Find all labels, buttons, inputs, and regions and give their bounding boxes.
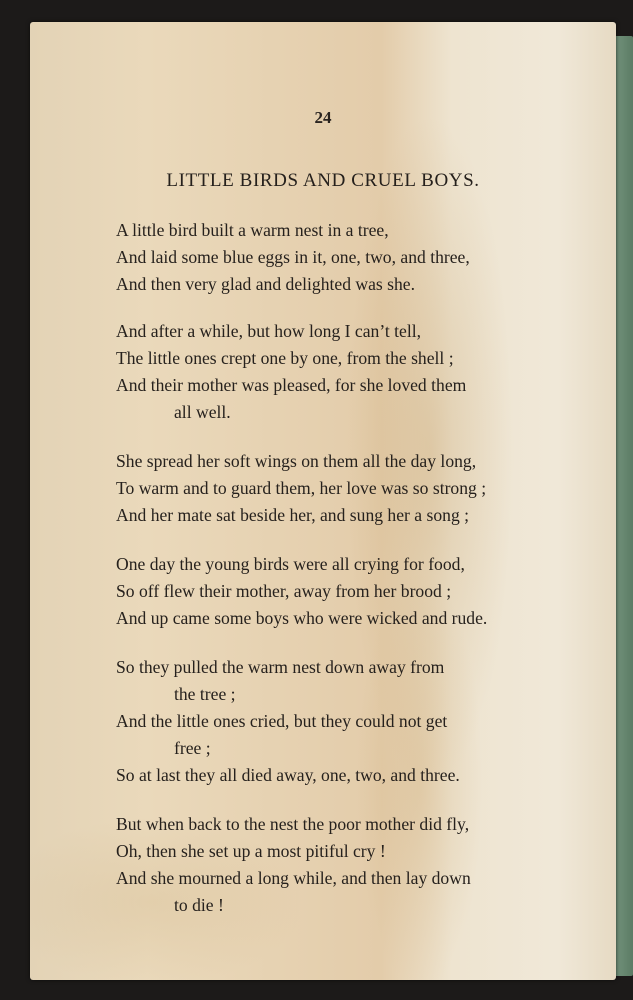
poem-line: And after a while, but how long I can’t tell, [116,321,422,341]
book-page [30,22,616,980]
poem-line: The little ones crept one by one, from the shell ; [116,348,454,368]
poem-line: all well. [174,402,231,422]
poem-line: But when back to the nest the poor mother did fly, [116,814,470,834]
poem-line: Oh, then she set up a most pitiful cry ! [116,841,386,861]
poem-line: And her mate sat beside her, and sung her a song ; [116,505,470,525]
poem-line: And their mother was pleased, for she loved them [116,375,467,395]
poem-line: To warm and to guard them, her love was so strong ; [116,478,487,498]
poem-line: One day the young birds were all crying for food, [116,554,465,574]
poem-line: to die ! [174,895,224,915]
poem-line: And then very glad and delighted was she. [116,274,416,294]
poem-line: free ; [174,738,211,758]
poem-line: And the little ones cried, but they could not get [116,711,448,731]
page-number: 24 [314,108,332,127]
poem-line: the tree ; [174,684,236,704]
poem-line: So off flew their mother, away from her brood ; [116,581,452,601]
poem-line: A little bird built a warm nest in a tree, [116,220,389,240]
poem-line: And she mourned a long while, and then lay down [116,868,471,888]
poem-line: So they pulled the warm nest down away from [116,657,445,677]
poem-line: And laid some blue eggs in it, one, two, and three, [116,247,470,267]
poem-line: And up came some boys who were wicked and rude. [116,608,488,628]
poem-title: LITTLE BIRDS AND CRUEL BOYS. [166,170,480,191]
poem-line: She spread her soft wings on them all the day long, [116,451,477,471]
poem-line: So at last they all died away, one, two, and three. [116,765,460,785]
